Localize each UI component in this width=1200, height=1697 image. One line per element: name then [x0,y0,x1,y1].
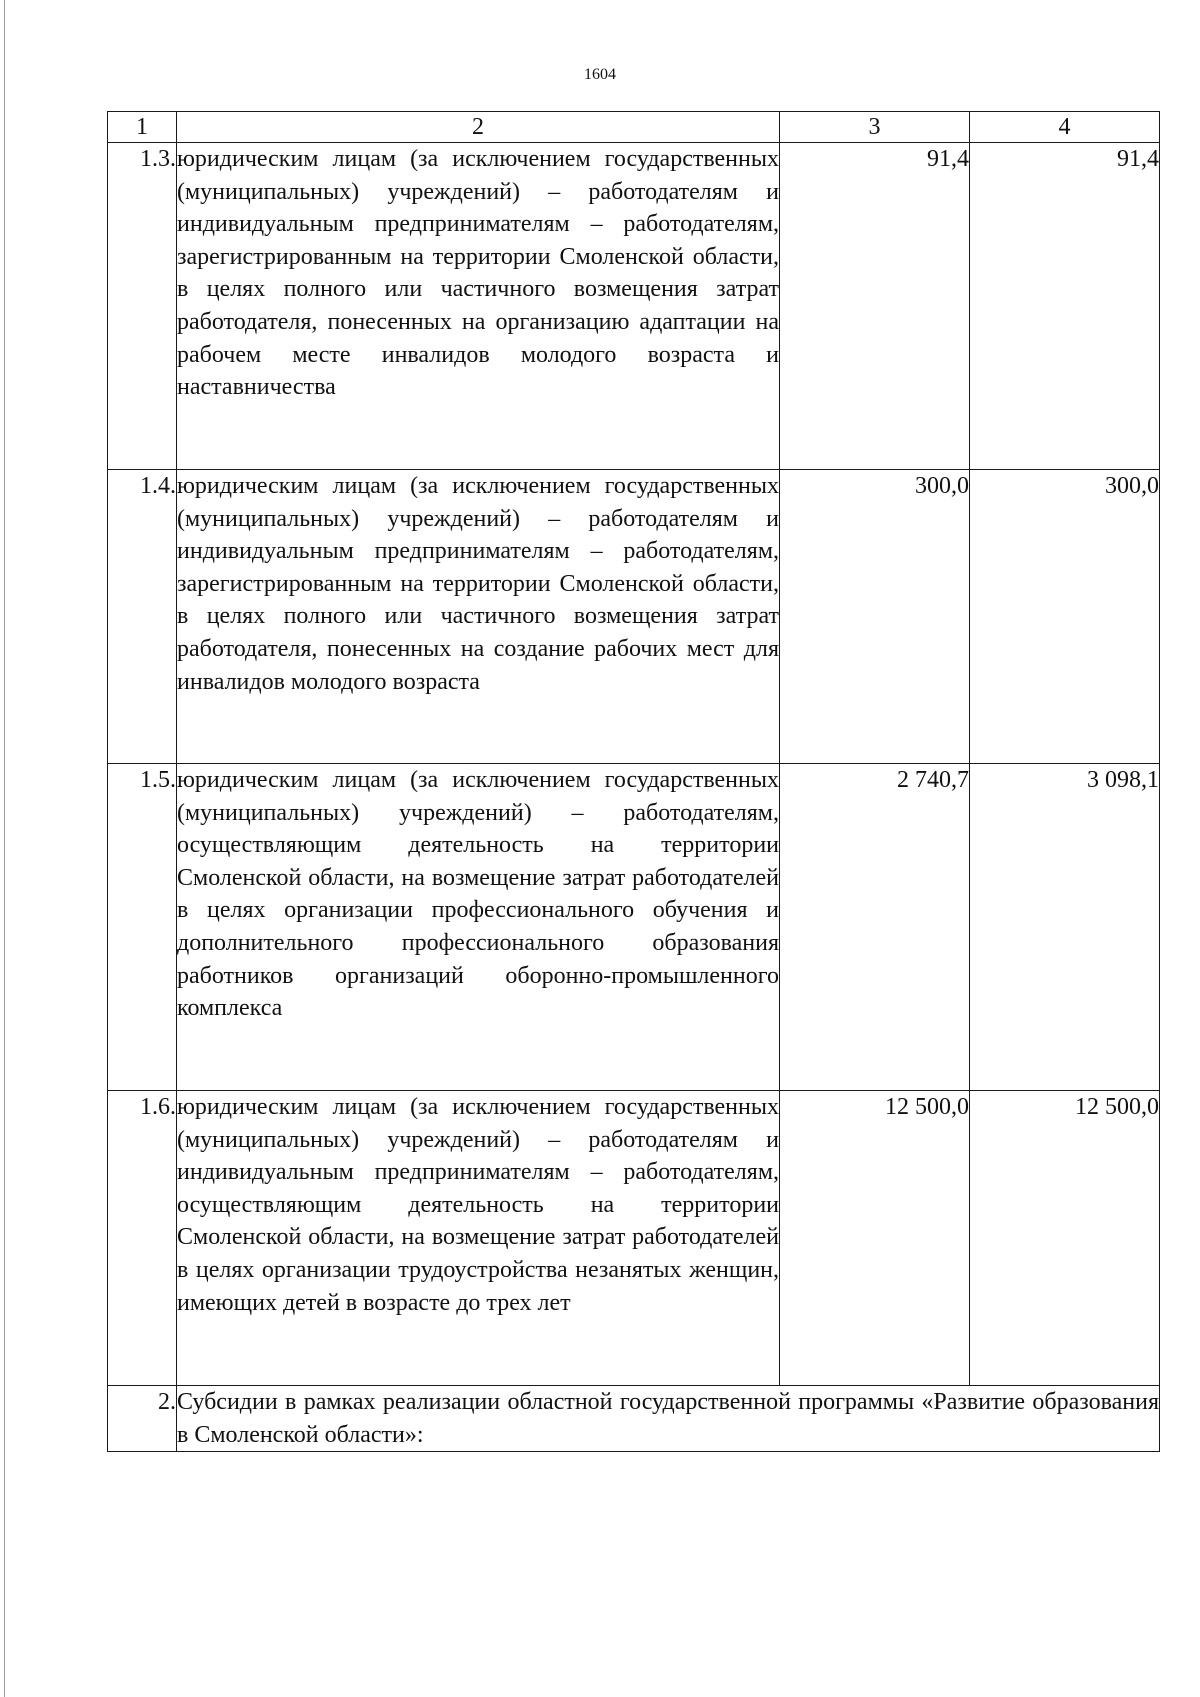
page-number: 1604 [584,66,616,83]
column-number-4: 4 [970,112,1160,143]
amount-col4: 3 098,1 [970,764,1160,1091]
section-title: Субсидии в рамках реализации областной государственной программы «Развитие образования в Смоленской области»: [177,1386,1160,1452]
amount-col3: 91,4 [780,143,970,470]
row-number: 1.6. [108,1091,177,1386]
row-number: 1.4. [108,470,177,764]
row-description: юридическим лицам (за исключением государственных (муниципальных) учреждений) – работодателям и индивидуальным предпринимателям – работодателям, осуществляющим деятельность на территории Смоленской области, на возмещение затрат работодателей в целях организации трудоустройства незанятых женщин, имеющих детей в возрасте до трех лет [177,1091,780,1386]
column-number-1: 1 [108,112,177,143]
table-row [108,764,1160,1091]
section-row [108,1386,1160,1452]
scan-edge-line [4,0,5,1697]
row-number: 1.3. [108,143,177,470]
row-description: юридическим лицам (за исключением государственных (муниципальных) учреждений) – работодателям, осуществляющим деятельность на территории Смоленской области, на возмещение затрат работодателей в целях организации профессионального обучения и дополнительного профессионального образования работников организаций оборонно-промышленного комплекса [177,764,780,1091]
column-number-3: 3 [780,112,970,143]
amount-col3: 300,0 [780,470,970,764]
table-row [108,470,1160,764]
amount-col3: 2 740,7 [780,764,970,1091]
column-numbers-row [108,112,1160,143]
row-number: 1.5. [108,764,177,1091]
amount-col4: 12 500,0 [970,1091,1160,1386]
table-row [108,1091,1160,1386]
row-description: юридическим лицам (за исключением государственных (муниципальных) учреждений) – работодателям и индивидуальным предпринимателям – работодателям, зарегистрированным на территории Смоленской области, в целях полного или частичного возмещения затрат работодателя, понесенных на создание рабочих мест для инвалидов молодого возраста [177,470,780,764]
amount-col3: 12 500,0 [780,1091,970,1386]
amount-col4: 300,0 [970,470,1160,764]
table-row [108,143,1160,470]
amount-col4: 91,4 [970,143,1160,470]
section-number: 2. [108,1386,177,1452]
column-number-2: 2 [177,112,780,143]
subsidy-table [107,111,1160,1452]
row-description: юридическим лицам (за исключением государственных (муниципальных) учреждений) – работодателям и индивидуальным предпринимателям – работодателям, зарегистрированным на территории Смоленской области, в целях полного или частичного возмещения затрат работодателя, понесенных на организацию адаптации на рабочем месте инвалидов молодого возраста и наставничества [177,143,780,470]
